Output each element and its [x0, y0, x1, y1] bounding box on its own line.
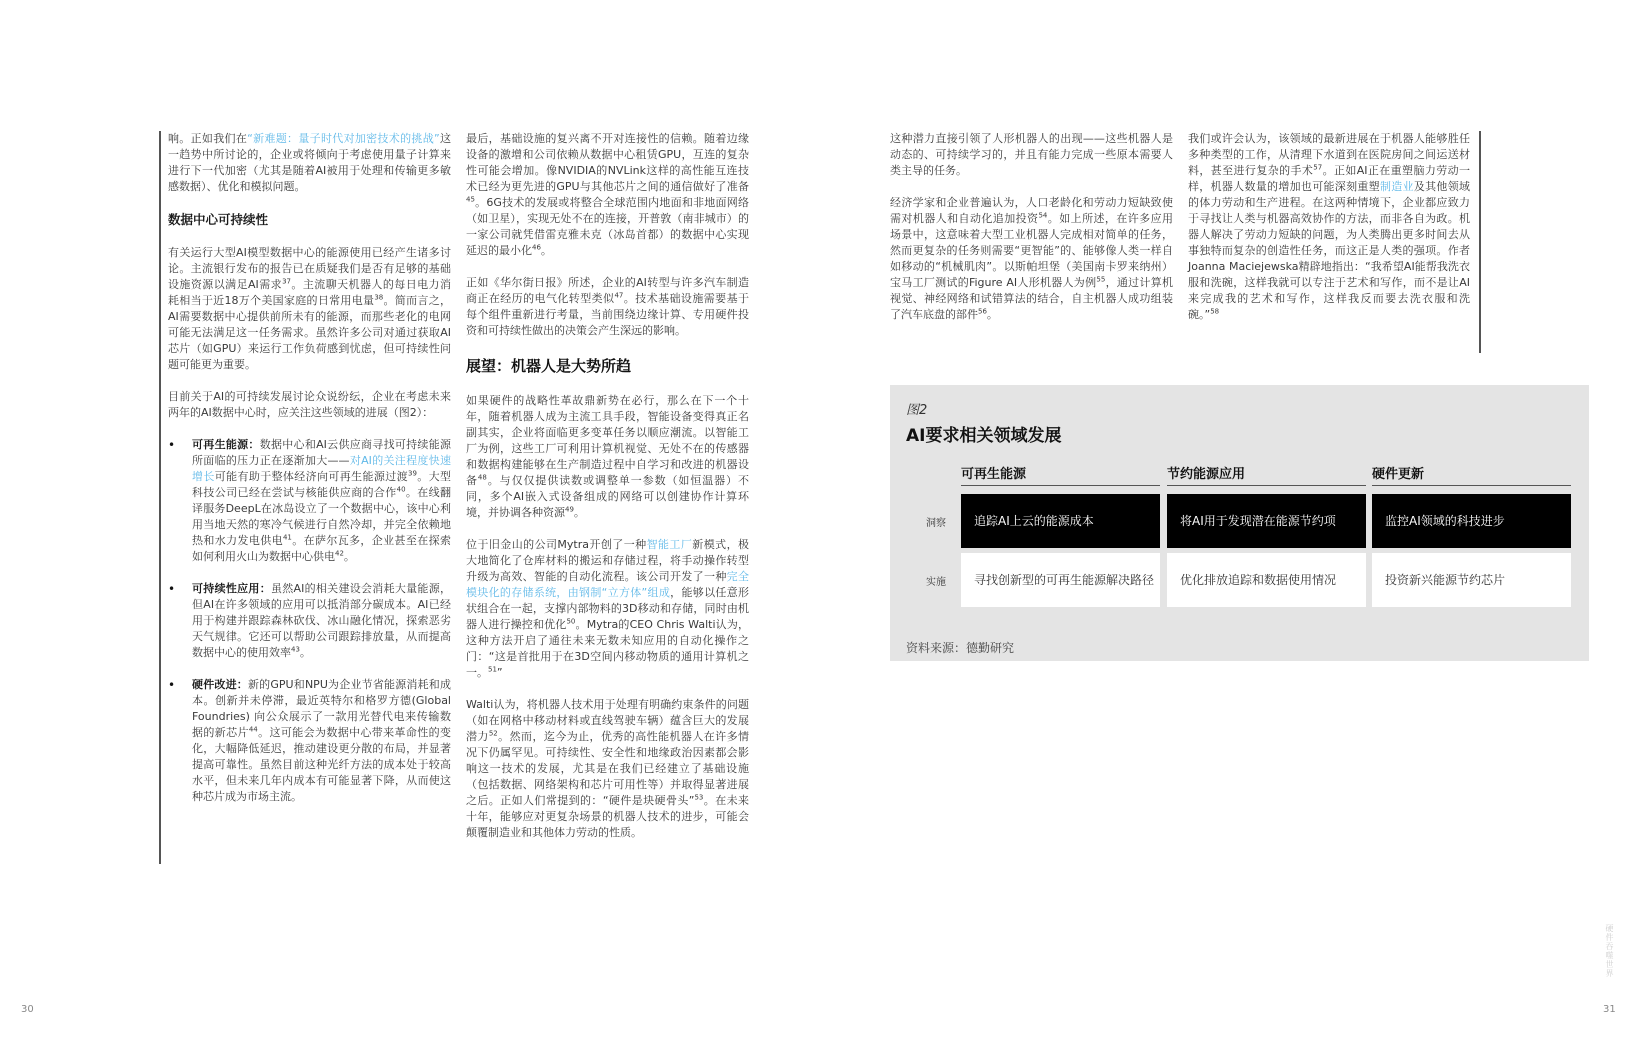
left-column-2 — [466, 131, 749, 841]
bullet-icon: • — [168, 678, 176, 692]
footnote: 39 — [407, 469, 417, 478]
text: 。然而，迄今为止，优秀的高性能机器人在许多情况下仍属罕见。可持续性、安全性和地缘政治因素都会影响这一技术的发展，尤其是在我们已经建立了基础设施（包括数据、网络架构和芯片可用性等）并取得显著进展之后。正如人们常提到的：“硬件是块硬骨头” — [466, 730, 750, 807]
footnote: 40 — [396, 485, 406, 494]
text: 。这可能会为数据中心带来革命性的变化，大幅降低延迟，推动建设更分散的布局，并显著提高可靠性。虽然目前这种光纤方法的成本处于较高水平，但未来几年内成本有可能显著下降，从而使这种芯片成为市场主流。 — [192, 726, 452, 803]
header-divider — [961, 485, 1160, 486]
text: 最后，基础设施的复兴离不开对连接性的信赖。随着边缘设备的激增和公司依赖从数据中心租赁GPU，互连的复杂性可能会增加。像NVIDIA的NVLink这样的高性能互连技术已经为更先进的GPU与其他芯片之间的通信做好了准备 — [466, 132, 749, 193]
text: 。大型科技公司已经在尝试与核能供应商的合作 — [192, 470, 452, 499]
footnote: 46 — [532, 243, 541, 252]
figure-title: AI要求相关领域发展 — [906, 426, 1062, 446]
text: 。 — [573, 506, 585, 519]
text: 。在萨尔瓦多，企业甚至在探索如何利用火山为数据中心供电 — [192, 534, 451, 563]
text: 。技术基础设施需要基于每个组件重新进行考量，当前围绕边缘计算、专用硬件投资和可持续性做出的决策会产生深远的影响。 — [466, 292, 750, 337]
text: ” — [496, 666, 503, 679]
text: Walti认为，将机器人技术用于处理有明确约束条件的问题（如在网格中移动材料或直线驾驶车辆）蕴含巨大的发展潜力 — [466, 698, 749, 743]
text: 。 — [986, 308, 998, 321]
paragraph — [1188, 131, 1470, 323]
header-divider — [1167, 485, 1366, 486]
figure-label: 图2 — [906, 403, 928, 418]
header-divider — [1372, 485, 1571, 486]
footnote: 37 — [282, 277, 291, 286]
page-number-left: 30 — [21, 1004, 34, 1015]
paragraph — [466, 537, 749, 681]
left-col1-rule — [159, 131, 161, 864]
link-manufacturing[interactable]: 制造业 — [1379, 180, 1414, 193]
bullet-title: 可持续性应用： — [192, 582, 271, 595]
text: 。简而言之，AI需要数据中心提供前所未有的能源，而那些老化的电网可能无法满足这一任务需求。虽然许多公司对通过获取AI芯片（如GPU）来运行工作负荷感到忧虑，但可持续性问题可能更为重要。 — [168, 294, 452, 371]
footnote: 54 — [1038, 211, 1048, 220]
text: 。 — [299, 646, 311, 659]
column-header-hardware: 硬件更新 — [1372, 467, 1425, 482]
bullet-title: 硬件改进： — [192, 678, 248, 691]
footnote: 49 — [565, 505, 574, 514]
insight-cell: 追踪AI上云的能源成本 — [961, 494, 1160, 548]
right-col2-rule — [1479, 131, 1481, 353]
bullet-icon: • — [168, 438, 176, 452]
paragraph — [466, 275, 749, 339]
action-cell: 投资新兴能源节约芯片 — [1372, 553, 1571, 607]
left-column-1 — [168, 131, 451, 821]
text: 。 — [343, 550, 355, 563]
action-cell: 优化排放追踪和数据使用情况 — [1167, 553, 1366, 607]
column-header-renewable: 可再生能源 — [961, 467, 1027, 482]
text: 新的GPU和NPU为企业节省能源消耗和成本。创新并未停滞，最近英特尔和格罗方德(Global Foundries) 向公众展示了一款用光替代电来传输数据的新芯片 — [192, 678, 451, 739]
row-label-action: 实施 — [926, 577, 946, 588]
footnote: 57 — [1313, 163, 1323, 172]
column-header-energy-saving: 节约能源应用 — [1167, 467, 1246, 482]
text: 正如《华尔街日报》所述，企业的AI转型与许多汽车制造商正在经历的电气化转型类似 — [466, 276, 749, 305]
figure-source: 资料来源：德勤研究 — [906, 641, 1015, 655]
paragraph — [168, 245, 451, 373]
paragraph: 这种潜力直接引领了人形机器人的出现——这些机器人是动态的、可持续学习的，并且有能力完成一些原本需要人类主导的任务。 — [890, 132, 1173, 177]
text: 。在未来十年，能够应对更复杂场景的机器人技术的进步，可能会颠覆制造业和其他体力劳动的性质。 — [466, 794, 750, 839]
paragraph — [466, 131, 749, 259]
text: 有关运行大型AI模型数据中心的能源使用已经产生诸多讨论。主流银行发布的报告已在质疑我们是否有足够的基础设施资源以满足AI需求 — [168, 246, 451, 291]
text: 。正如AI正在重塑脑力劳动一样，机器人数量的增加也可能深刻重塑 — [1188, 164, 1470, 193]
insight-cell: 将AI用于发现潜在能源节约项 — [1167, 494, 1366, 548]
page-number-right: 31 — [1603, 1004, 1616, 1015]
bullet-icon: • — [168, 582, 176, 596]
footnote: 51 — [488, 665, 497, 674]
bullet-list — [168, 437, 451, 805]
text: 及其他领域的体力劳动和生产进程。在这两种情境下，企业都应致力于寻找让人类与机器高效协作的方法，而非各自为政。机器人解决了劳动力短缺的问题，为人类腾出更多时间去从事独特而复杂的创造性任务，而这正是人类的强项。作者Joanna Maciejewska精辟地指出：“我希望AI能帮我洗衣服和洗碗，这样我就可以专注于艺术和写作，而不是让AI来完成我的艺术和写作，这样我反而要去洗衣服和洗碗。” — [1188, 180, 1471, 321]
running-title: 硬件吞噬世界 — [1605, 924, 1614, 978]
text: 。 — [540, 244, 552, 257]
text: 新模式，极大地简化了仓库材料的搬运和存储过程，将手动操作转型升级为高效、智能的自动化流程。该公司开发了一种 — [466, 538, 750, 583]
text: 虽然AI的相关建设会消耗大量能源，但AI在许多领域的应用可以抵消部分碳成本。AI已经用于构建并跟踪森林砍伐、冰山融化情况，探索恶劣天气规律。它还可以帮助公司跟踪排放量，从而提高数据中心的使用效率 — [192, 582, 451, 659]
text: 。如上所述，在许多应用场景中，这意味着大型工业机器人完成相对简单的任务，然而更复杂的任务则需要“更智能”的、能够像人类一样自如移动的“机械肌肉”。以斯帕坦堡（美国南卡罗来纳州）宝马工厂测试的Figure AI人形机器人为例 — [890, 212, 1174, 289]
footnote: 42 — [335, 549, 344, 558]
row-label-insight: 洞察 — [926, 518, 946, 529]
footnote: 50 — [566, 617, 576, 626]
text: 数据中心和AI云供应商寻找可持续能源所面临的压力正在逐渐加大—— — [192, 438, 451, 467]
list-item — [168, 581, 451, 661]
link-smart-factory[interactable]: 智能工厂 — [646, 538, 693, 551]
text: ，通过计算机视觉、神经网络和试错算法的结合，自主机器人成功组装了汽车底盘的部件 — [890, 276, 1173, 321]
text: 这一趋势中所讨论的，企业或将倾向于考虑使用量子计算来进行下一代加密（尤其是随着AI被用于处理和传输更多敏感数据）、优化和模拟问题。 — [168, 132, 452, 193]
text: 。与仅仅提供读数或调整单一参数（如恒温器）不同，多个AI嵌入式设备组成的网络可以创建协作计算环境，并协调各种资源 — [466, 474, 750, 519]
list-item — [168, 677, 451, 805]
text: 。6G技术的发展或将整合全球范围内地面和非地面网络（如卫星），实现无处不在的连接，开普敦（南非城市）的一家公司就凭借雷克雅未克（冰岛首都）的数据中心实现延迟的最小化 — [466, 196, 749, 257]
text: 。在线翻译服务DeepL在冰岛设立了一个数据中心，该中心利用当地天然的寒冷气候进行自然冷却，并完全依赖地热和水力发电供电 — [192, 486, 451, 547]
text: 。主流聊天机器人的每日电力消耗相当于近18万个美国家庭的日常用电量 — [168, 278, 451, 307]
right-column-2 — [1188, 131, 1470, 323]
text: 经济学家和企业普遍认为，人口老龄化和劳动力短缺致使需对机器人和自动化追加投资 — [890, 196, 1173, 225]
paragraph — [890, 195, 1173, 323]
paragraph — [168, 131, 451, 195]
footnote: 41 — [282, 533, 292, 542]
section-heading: 展望：机器人是大势所趋 — [466, 357, 632, 375]
paragraph: 目前关于AI的可持续发展讨论众说纷纭，企业在考虑未来两年的AI数据中心时，应关注这些领域的进展（图2）： — [168, 390, 451, 419]
text: 响。正如我们在 — [168, 132, 248, 145]
insight-cell: 监控AI领域的科技进步 — [1372, 494, 1571, 548]
figure-2 — [890, 385, 1589, 661]
link-modular-storage[interactable]: 完全模块化的存储系统，由钢制“立方体”组成 — [466, 570, 750, 599]
link-quantum-trend[interactable]: “新难题：量子时代对加密技术的挑战” — [247, 132, 440, 145]
section-heading: 数据中心可持续性 — [168, 212, 269, 227]
text: 我们或许会认为，该领域的最新进展在于机器人能够胜任多种类型的工作，从清理下水道到在医院房间之间运送材料，甚至进行复杂的手术 — [1188, 132, 1470, 177]
paragraph — [466, 393, 749, 521]
paragraph — [466, 697, 749, 841]
footnote: 44 — [248, 725, 258, 734]
footnote: 55 — [1096, 275, 1106, 284]
text: 可能有助于整体经济向可再生能源过渡 — [214, 470, 408, 483]
footnote: 48 — [477, 473, 487, 482]
footnote: 47 — [614, 291, 624, 300]
list-item — [168, 437, 451, 565]
footnote: 58 — [1210, 307, 1220, 316]
footnote: 52 — [488, 729, 498, 738]
footnote: 56 — [978, 307, 987, 316]
bullet-title: 可再生能源： — [192, 438, 260, 451]
right-column-1 — [890, 131, 1173, 323]
footnote: 43 — [291, 645, 300, 654]
text: 位于旧金山的公司Mytra开创了一种 — [466, 538, 647, 551]
text: 如果硬件的战略性革故鼎新势在必行，那么在下一个十年，随着机器人成为主流工具手段，智能设备变得真正名副其实，企业将面临更多变革任务以顺应潮流。以智能工厂为例，这些工厂可利用计算机视觉、无处不在的传感器和数据构建能够在生产制造过程中自学习和改进的机器设备 — [466, 394, 749, 487]
text: ，能够以任意形状组合在一起，支撑内部物料的3D移动和存储，同时由机器人进行操控和优化 — [466, 586, 749, 631]
footnote: 38 — [374, 293, 384, 302]
text: 。Mytra的CEO Chris Walti认为，这种方法开启了通往未来无数未知应用的自动化操作之门：“这是首批用于在3D空间内移动物质的通用计算机之一。 — [466, 618, 749, 679]
action-cell: 寻找创新型的可再生能源解决路径 — [961, 553, 1160, 607]
footnote: 53 — [694, 793, 704, 802]
footnote: 45 — [466, 195, 475, 204]
link-ai-attention[interactable]: 对AI的关注程度快速增长 — [192, 454, 451, 483]
